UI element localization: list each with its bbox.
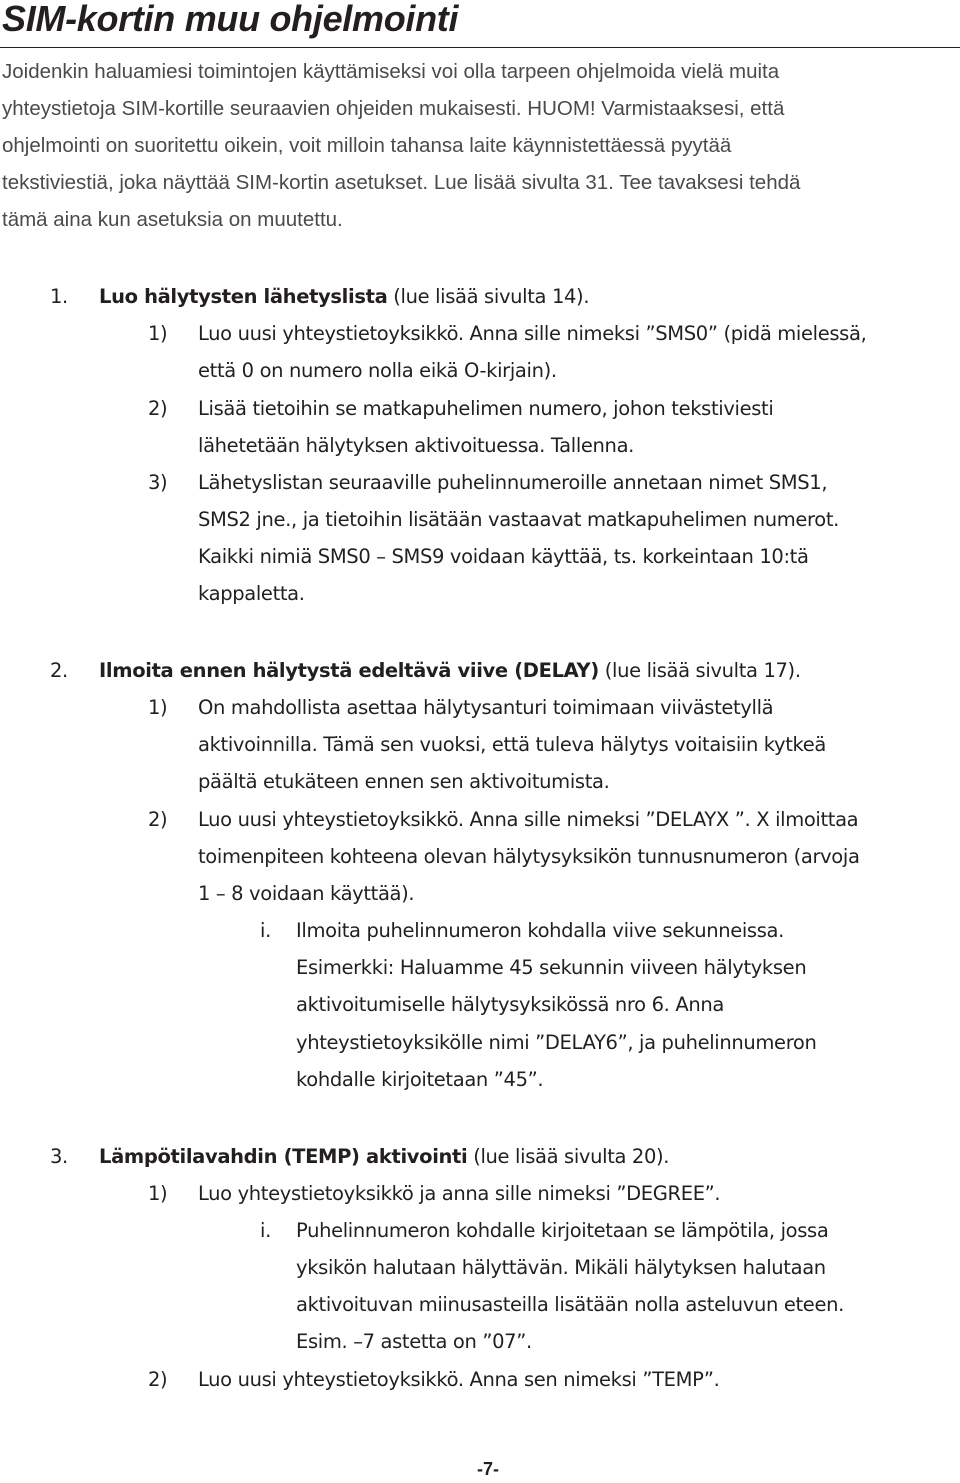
step-line: kappaletta. bbox=[198, 582, 305, 605]
section-heading-bold: Lämpötilavahdin (TEMP) aktivointi bbox=[99, 1145, 468, 1168]
title-divider bbox=[0, 47, 960, 48]
substep-line: kohdalle kirjoitetaan ”45”. bbox=[296, 1068, 544, 1091]
section-heading-reference: (lue lisää sivulta 14). bbox=[387, 285, 590, 308]
substep-line: yksikön halutaan hälyttävän. Mikäli hälytyksen halutaan bbox=[296, 1256, 826, 1279]
step-number: 1) bbox=[148, 696, 168, 719]
step-line: Lisää tietoihin se matkapuhelimen numero, johon tekstiviesti bbox=[198, 397, 774, 420]
section-heading bbox=[99, 652, 801, 689]
step-number: 3) bbox=[148, 471, 168, 494]
section-number: 2. bbox=[50, 659, 68, 682]
step-line: 1 – 8 voidaan käyttää). bbox=[198, 882, 415, 905]
section-number: 1. bbox=[50, 285, 68, 308]
intro-line: ohjelmointi on suoritettu oikein, voit milloin tahansa laite käynnistettäessä pyytää bbox=[2, 134, 732, 157]
step-line: aktivoinnilla. Tämä sen vuoksi, että tuleva hälytys voitaisiin kytkeä bbox=[198, 733, 827, 756]
step-number: 2) bbox=[148, 397, 168, 420]
step-number: 1) bbox=[148, 322, 168, 345]
section-heading bbox=[99, 1138, 669, 1175]
step-line: että 0 on numero nolla eikä O-kirjain). bbox=[198, 359, 557, 382]
intro-line: tämä aina kun asetuksia on muutettu. bbox=[2, 208, 343, 231]
substep-line: yhteystietoyksikölle nimi ”DELAY6”, ja puhelinnumeron bbox=[296, 1031, 817, 1054]
step-line: Kaikki nimiä SMS0 – SMS9 voidaan käyttää, ts. korkeintaan 10:tä bbox=[198, 545, 809, 568]
intro-line: tekstiviestiä, joka näyttää SIM-kortin asetukset. Lue lisää sivulta 31. Tee tavaksesi tehdä bbox=[2, 171, 801, 194]
step-line: päältä etukäteen ennen sen aktivoitumista. bbox=[198, 770, 610, 793]
step-line: toimenpiteen kohteena olevan hälytysyksikön tunnusnumeron (arvoja bbox=[198, 845, 860, 868]
section-heading-reference: (lue lisää sivulta 20). bbox=[467, 1145, 670, 1168]
step-line: Luo yhteystietoyksikkö ja anna sille nimeksi ”DEGREE”. bbox=[198, 1182, 721, 1205]
step-number: 2) bbox=[148, 1368, 168, 1391]
page-title: SIM-kortin muu ohjelmointi bbox=[2, 0, 459, 39]
section-heading-bold: Luo hälytysten lähetyslista bbox=[99, 285, 388, 308]
substep-line: Esim. –7 astetta on ”07”. bbox=[296, 1330, 532, 1353]
section-heading bbox=[99, 278, 589, 315]
step-line: On mahdollista asettaa hälytysanturi toimimaan viivästetyllä bbox=[198, 696, 774, 719]
substep-line: Ilmoita puhelinnumeron kohdalla viive sekunneissa. bbox=[296, 919, 784, 942]
intro-line: yhteystietoja SIM-kortille seuraavien ohjeiden mukaisesti. HUOM! Varmistaaksesi, että bbox=[2, 97, 785, 120]
substep-number: i. bbox=[260, 1219, 271, 1242]
step-number: 1) bbox=[148, 1182, 168, 1205]
section-number: 3. bbox=[50, 1145, 68, 1168]
step-line: lähetetään hälytyksen aktivoituessa. Tallenna. bbox=[198, 434, 635, 457]
step-line: SMS2 jne., ja tietoihin lisätään vastaavat matkapuhelimen numerot. bbox=[198, 508, 840, 531]
section-heading-bold: Ilmoita ennen hälytystä edeltävä viive (DELAY) bbox=[99, 659, 599, 682]
substep-line: aktivoituvan miinusasteilla lisätään nolla asteluvun eteen. bbox=[296, 1293, 844, 1316]
substep-line: Esimerkki: Haluamme 45 sekunnin viiveen hälytyksen bbox=[296, 956, 807, 979]
step-line: Lähetyslistan seuraaville puhelinnumeroille annetaan nimet SMS1, bbox=[198, 471, 828, 494]
step-line: Luo uusi yhteystietoyksikkö. Anna sen nimeksi ”TEMP”. bbox=[198, 1368, 720, 1391]
substep-number: i. bbox=[260, 919, 271, 942]
substep-line: aktivoitumiselle hälytysyksikössä nro 6. Anna bbox=[296, 993, 724, 1016]
step-line: Luo uusi yhteystietoyksikkö. Anna sille nimeksi ”SMS0” (pidä mielessä, bbox=[198, 322, 867, 345]
page-number: -7- bbox=[477, 1459, 499, 1479]
step-number: 2) bbox=[148, 808, 168, 831]
section-heading-reference: (lue lisää sivulta 17). bbox=[598, 659, 801, 682]
substep-line: Puhelinnumeron kohdalle kirjoitetaan se lämpötila, jossa bbox=[296, 1219, 829, 1242]
step-line: Luo uusi yhteystietoyksikkö. Anna sille nimeksi ”DELAYX ”. X ilmoittaa bbox=[198, 808, 859, 831]
intro-line: Joidenkin haluamiesi toimintojen käyttämiseksi voi olla tarpeen ohjelmoida vielä muita bbox=[2, 60, 780, 83]
